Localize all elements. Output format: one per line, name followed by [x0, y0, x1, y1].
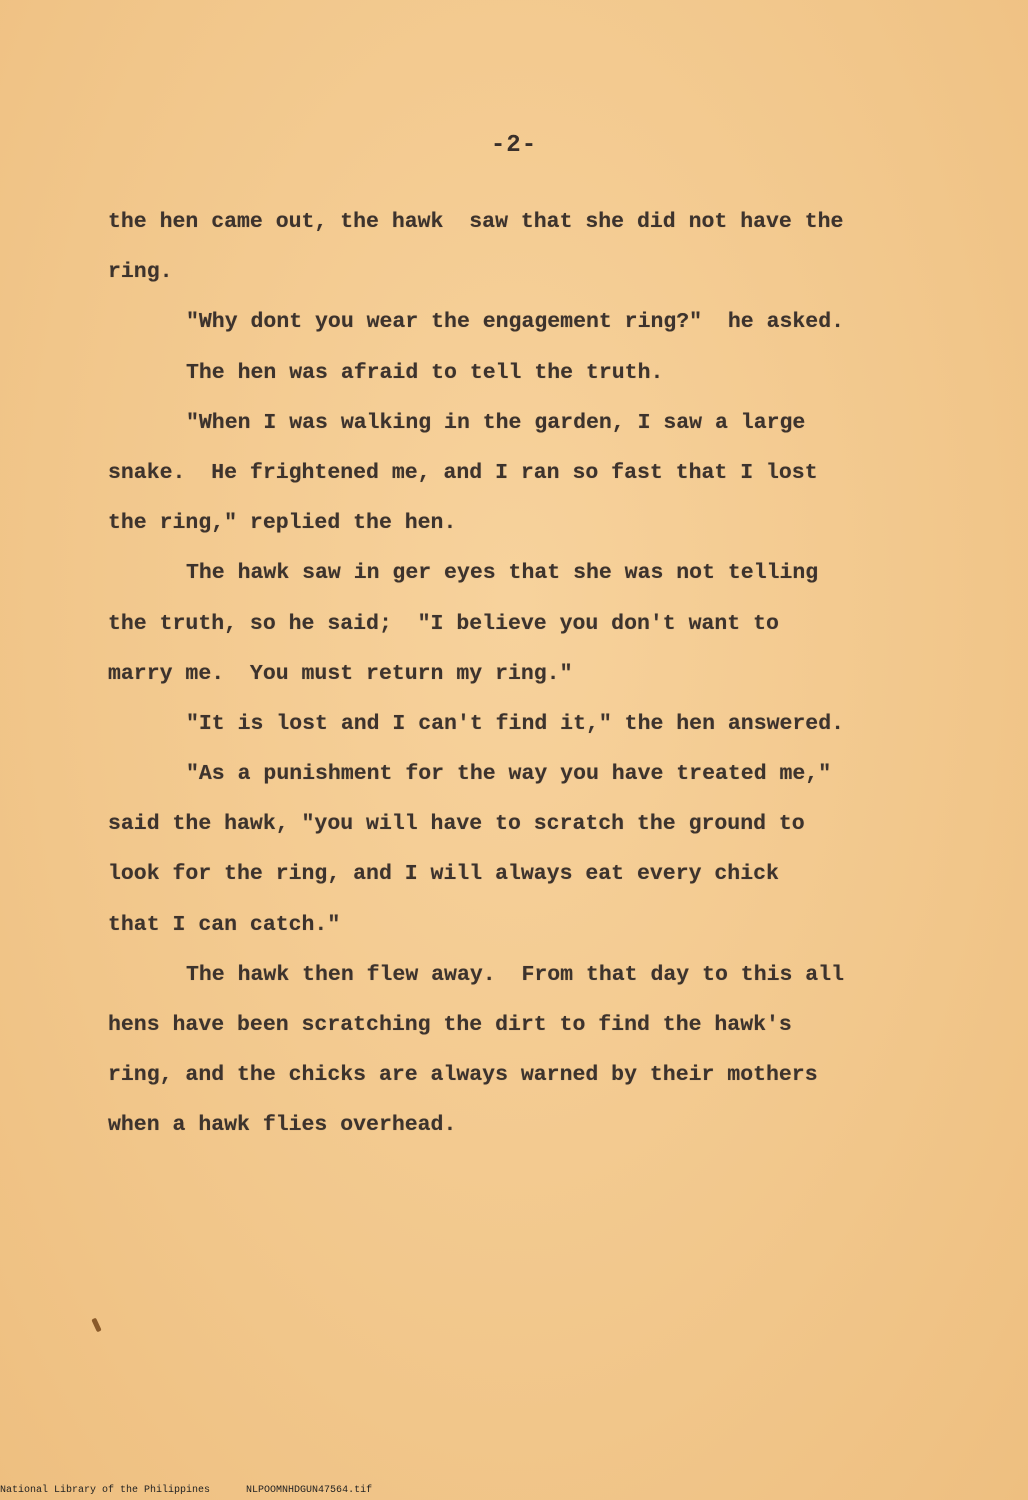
- text-line: ring, and the chicks are always warned by their mothers: [108, 1063, 818, 1088]
- footer-institution: National Library of the Philippines: [0, 1485, 211, 1496]
- text-line: "When I was walking in the garden, I saw a large: [186, 410, 806, 435]
- text-line: The hen was afraid to tell the truth.: [186, 360, 664, 385]
- scan-footer: [0, 1485, 408, 1496]
- text-line: "As a punishment for the way you have treated me,": [186, 762, 832, 787]
- text-line: look for the ring, and I will always eat every chick: [108, 862, 779, 887]
- text-line: when a hawk flies overhead.: [108, 1113, 457, 1138]
- text-line: The hawk saw in ger eyes that she was not telling: [186, 561, 819, 586]
- typed-text-body: [108, 197, 968, 1151]
- text-line: that I can catch.": [108, 912, 341, 937]
- text-line: "It is lost and I can't find it," the hen answered.: [186, 711, 845, 736]
- text-line: "Why dont you wear the engagement ring?" he asked.: [186, 310, 845, 335]
- text-line: the ring," replied the hen.: [108, 511, 457, 536]
- text-line: the truth, so he said; "I believe you don't want to: [108, 611, 779, 636]
- page-number: -2-: [490, 132, 538, 159]
- text-line: The hawk then flew away. From that day to this all: [186, 962, 845, 987]
- footer-filename: NLPOOMNHDGUN47564.tif: [246, 1485, 373, 1496]
- text-line: marry me. You must return my ring.": [108, 661, 573, 686]
- text-line: said the hawk, "you will have to scratch the ground to: [108, 812, 805, 837]
- text-line: snake. He frightened me, and I ran so fast that I lost: [108, 460, 818, 485]
- text-line: hens have been scratching the dirt to find the hawk's: [108, 1013, 792, 1037]
- text-line: ring.: [108, 260, 173, 285]
- ink-mark: [91, 1318, 101, 1333]
- text-line: the hen came out, the hawk saw that she did not have the: [108, 210, 844, 234]
